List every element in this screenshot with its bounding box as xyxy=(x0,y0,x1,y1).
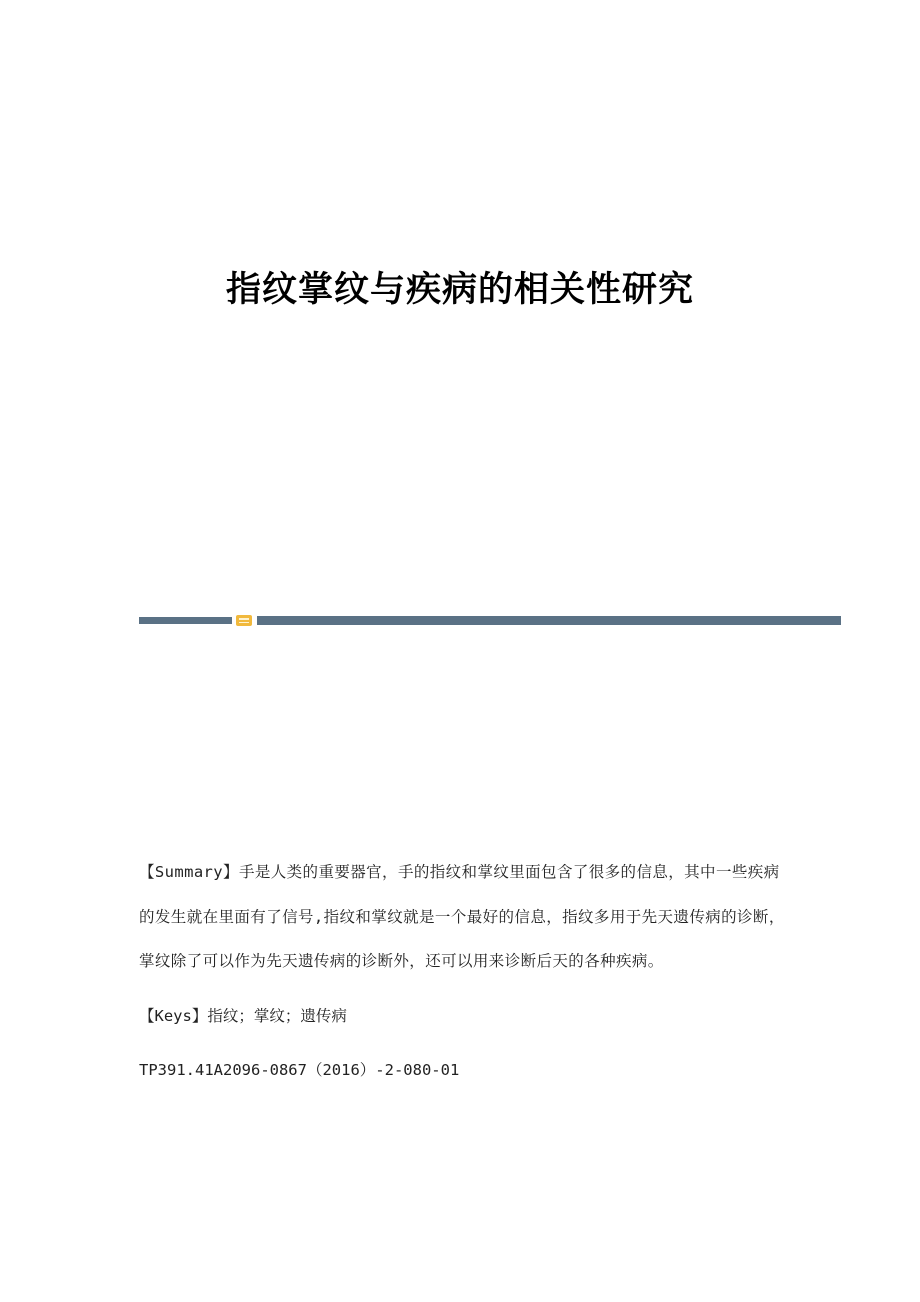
section-divider xyxy=(139,612,841,628)
abstract-section xyxy=(139,850,789,1092)
summary-label: 【Summary】 xyxy=(139,863,239,881)
divider-bar-right xyxy=(257,616,841,625)
document-title: 指纹掌纹与疾病的相关性研究 xyxy=(225,269,694,310)
summary-text: 手是人类的重要器官，手的指纹和掌纹里面包含了很多的信息，其中一些疾病的发生就在里面有了信号,指纹和掌纹就是一个最好的信息，指纹多用于先天遗传病的诊断，掌纹除了可以作为先天遗传病的诊断外，还可以用来诊断后天的各种疾病。 xyxy=(139,863,785,970)
keys-text: 指纹；掌纹；遗传病 xyxy=(207,1006,347,1025)
keys-label: 【Keys】 xyxy=(139,1006,208,1025)
divider-bar-left xyxy=(139,617,232,624)
classification-code: TP391.41A2096-0867（2016）-2-080-01 xyxy=(139,1060,460,1079)
keywords-paragraph xyxy=(139,994,789,1038)
summary-paragraph xyxy=(139,850,789,984)
divider-emblem-icon xyxy=(236,615,252,626)
